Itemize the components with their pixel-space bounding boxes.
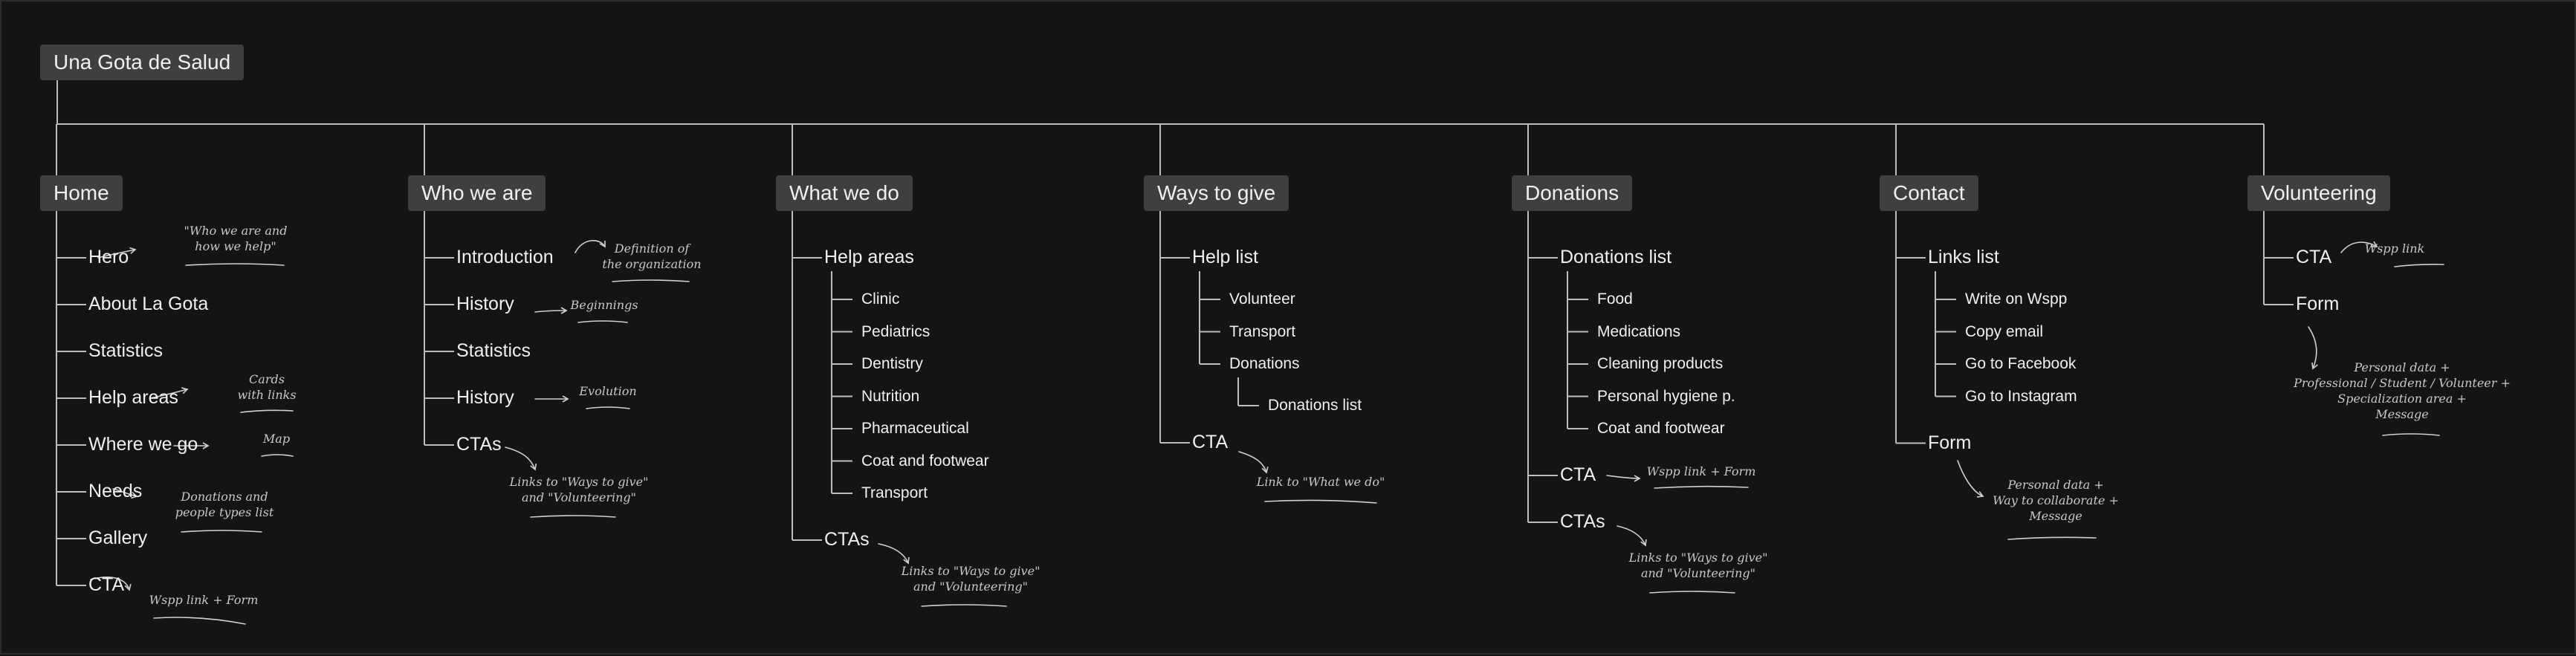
section-who-we-are-annotation-underline bbox=[531, 516, 615, 517]
section-contact-note-arrow bbox=[1958, 461, 1983, 496]
section-volunteering-annotation: Message bbox=[2375, 407, 2429, 421]
section-home-annotation-underline bbox=[241, 410, 293, 412]
section-volunteering-annotation: Personal data + bbox=[2354, 360, 2450, 374]
section-ways-to-give-item-cta[interactable]: CTA bbox=[1192, 432, 1229, 452]
section-home-annotation: Cards bbox=[249, 372, 285, 386]
section-what-we-do-sub-item-dentistry[interactable]: Dentistry bbox=[861, 355, 923, 372]
section-what-we-do-sub-item-pediatrics[interactable]: Pediatrics bbox=[861, 322, 931, 340]
section-ways-to-give-item-help-list[interactable]: Help list bbox=[1192, 247, 1258, 267]
section-what-we-do-node[interactable]: What we do bbox=[776, 175, 913, 211]
section-what-we-do-annotation-underline bbox=[922, 605, 1006, 606]
section-ways-to-give-leaf-donations-list[interactable]: Donations list bbox=[1268, 397, 1362, 414]
section-what-we-do-item-ctas[interactable]: CTAs bbox=[824, 529, 870, 550]
section-who-we-are-annotation-underline bbox=[578, 321, 627, 322]
section-contact-item-links-list[interactable]: Links list bbox=[1928, 247, 1999, 267]
section-ways-to-give-annotation-underline bbox=[1265, 500, 1376, 503]
section-home-annotation: "Who we are and bbox=[184, 224, 288, 238]
section-home-annotation: Wspp link + Form bbox=[149, 593, 259, 607]
section-donations-annotation: Links to "Ways to give" bbox=[1628, 551, 1768, 565]
section-home-annotation: with links bbox=[237, 388, 297, 402]
section-home-annotation: Donations and bbox=[181, 490, 268, 504]
section-ways-to-give-sub-item-transport[interactable]: Transport bbox=[1229, 322, 1296, 340]
section-who-we-are-annotation: Beginnings bbox=[570, 298, 638, 312]
section-who-we-are-note-arrow bbox=[575, 241, 605, 253]
section-contact-annotation: Message bbox=[2029, 509, 2083, 523]
section-contact-annotation: Way to collaborate + bbox=[1993, 493, 2119, 507]
section-what-we-do-note-arrow bbox=[878, 544, 908, 563]
section-ways-to-give-note-arrow bbox=[1239, 452, 1266, 472]
section-who-we-are-node[interactable]: Who we are bbox=[408, 175, 546, 211]
section-volunteering-annotation: Specialization area + bbox=[2337, 392, 2467, 406]
section-who-we-are-note-arrow bbox=[535, 311, 566, 312]
section-donations-item-ctas[interactable]: CTAs bbox=[1560, 511, 1605, 532]
section-donations-annotation: and "Volunteering" bbox=[1640, 566, 1756, 580]
section-volunteering-item-cta[interactable]: CTA bbox=[2296, 247, 2332, 267]
section-volunteering-annotation: Wspp link bbox=[2364, 241, 2425, 256]
section-home-item-cta[interactable]: CTA bbox=[88, 574, 125, 595]
section-contact-sub-item-go-to-instagram[interactable]: Go to Instagram bbox=[1965, 387, 2077, 405]
section-home-item-about-la-gota[interactable]: About La Gota bbox=[88, 293, 209, 314]
section-who-we-are-annotation: Definition of bbox=[614, 241, 690, 256]
section-who-we-are-item-history[interactable]: History bbox=[456, 387, 514, 408]
section-contact-sub-item-copy-email[interactable]: Copy email bbox=[1965, 322, 2044, 340]
section-donations-annotation-underline bbox=[1654, 487, 1748, 488]
section-ways-to-give-sub-item-volunteer[interactable]: Volunteer bbox=[1229, 290, 1295, 308]
section-who-we-are-item-statistics[interactable]: Statistics bbox=[456, 340, 531, 361]
section-contact-annotation-underline bbox=[2008, 537, 2096, 539]
section-home-item-where-we-go[interactable]: Where we go bbox=[88, 434, 198, 455]
section-donations-sub-item-cleaning-products[interactable]: Cleaning products bbox=[1597, 355, 1724, 372]
section-who-we-are-annotation: the organization bbox=[602, 257, 702, 271]
section-ways-to-give-node[interactable]: Ways to give bbox=[1144, 175, 1289, 211]
section-volunteering-item-form[interactable]: Form bbox=[2296, 293, 2340, 314]
section-what-we-do-sub-item-coat-and-footwear[interactable]: Coat and footwear bbox=[861, 452, 989, 470]
section-home-annotation-underline bbox=[262, 455, 293, 456]
section-home-annotation: Map bbox=[262, 432, 291, 446]
section-who-we-are-note-arrow bbox=[505, 447, 535, 470]
section-what-we-do-item-help-areas[interactable]: Help areas bbox=[824, 247, 914, 267]
section-volunteering-annotation-underline bbox=[2383, 434, 2439, 435]
section-donations-note-arrow bbox=[1617, 526, 1645, 545]
section-donations-sub-item-food[interactable]: Food bbox=[1597, 290, 1633, 308]
section-what-we-do-sub-item-nutrition[interactable]: Nutrition bbox=[861, 387, 920, 405]
section-contact-item-form[interactable]: Form bbox=[1928, 432, 1972, 453]
section-who-we-are-item-ctas[interactable]: CTAs bbox=[456, 434, 502, 455]
section-contact-node[interactable]: Contact bbox=[1880, 175, 1978, 211]
section-home-node[interactable]: Home bbox=[40, 175, 123, 211]
section-home-annotation-underline bbox=[181, 530, 262, 532]
section-donations-node[interactable]: Donations bbox=[1512, 175, 1632, 211]
section-who-we-are-annotation-underline bbox=[612, 280, 689, 282]
section-home-item-hero[interactable]: Hero bbox=[88, 247, 129, 267]
section-who-we-are-annotation: Links to "Ways to give" bbox=[509, 475, 649, 489]
section-volunteering-annotation: Professional / Student / Volunteer + bbox=[2294, 376, 2511, 390]
section-home-annotation: how we help" bbox=[195, 239, 276, 253]
section-what-we-do-annotation: Links to "Ways to give" bbox=[901, 564, 1041, 578]
section-donations-sub-item-personal-hygiene-p[interactable]: Personal hygiene p. bbox=[1597, 387, 1735, 405]
section-volunteering-note-arrow bbox=[2308, 327, 2317, 368]
section-ways-to-give-sub-item-donations[interactable]: Donations bbox=[1229, 355, 1300, 372]
section-donations-sub-item-medications[interactable]: Medications bbox=[1597, 322, 1681, 340]
section-donations-item-cta[interactable]: CTA bbox=[1560, 464, 1596, 485]
section-home-annotation-underline bbox=[186, 264, 284, 265]
section-who-we-are-annotation: and "Volunteering" bbox=[521, 490, 637, 504]
section-home-item-gallery[interactable]: Gallery bbox=[88, 527, 148, 548]
section-who-we-are-item-history[interactable]: History bbox=[456, 293, 514, 314]
section-contact-annotation: Personal data + bbox=[2007, 478, 2104, 492]
section-donations-sub-item-coat-and-footwear[interactable]: Coat and footwear bbox=[1597, 420, 1725, 437]
section-home-item-needs[interactable]: Needs bbox=[88, 481, 143, 501]
section-what-we-do-sub-item-transport[interactable]: Transport bbox=[861, 484, 928, 501]
section-donations-annotation-underline bbox=[1650, 591, 1735, 593]
root-node[interactable]: Una Gota de Salud bbox=[40, 45, 244, 80]
section-donations-annotation: Wspp link + Form bbox=[1646, 464, 1756, 478]
section-volunteering-node[interactable]: Volunteering bbox=[2247, 175, 2390, 211]
section-what-we-do-sub-item-pharmaceutical[interactable]: Pharmaceutical bbox=[861, 420, 969, 437]
section-volunteering-annotation-underline bbox=[2395, 264, 2444, 267]
section-what-we-do-sub-item-clinic[interactable]: Clinic bbox=[861, 290, 900, 308]
section-donations-note-arrow bbox=[1607, 475, 1640, 478]
section-who-we-are-annotation: Evolution bbox=[579, 384, 637, 398]
section-home-annotation-underline bbox=[154, 617, 245, 624]
section-home-item-help-areas[interactable]: Help areas bbox=[88, 387, 178, 408]
section-home-item-statistics[interactable]: Statistics bbox=[88, 340, 164, 361]
section-donations-item-donations-list[interactable]: Donations list bbox=[1560, 247, 1672, 267]
section-home-annotation: people types list bbox=[175, 505, 274, 519]
section-who-we-are-annotation-underline bbox=[586, 407, 630, 409]
section-ways-to-give-annotation: Link to "What we do" bbox=[1256, 475, 1385, 489]
section-what-we-do-annotation: and "Volunteering" bbox=[913, 579, 1029, 594]
section-contact-sub-item-go-to-facebook[interactable]: Go to Facebook bbox=[1965, 355, 2077, 372]
section-who-we-are-item-introduction[interactable]: Introduction bbox=[456, 247, 554, 267]
section-contact-sub-item-write-on-wspp[interactable]: Write on Wspp bbox=[1965, 290, 2068, 308]
